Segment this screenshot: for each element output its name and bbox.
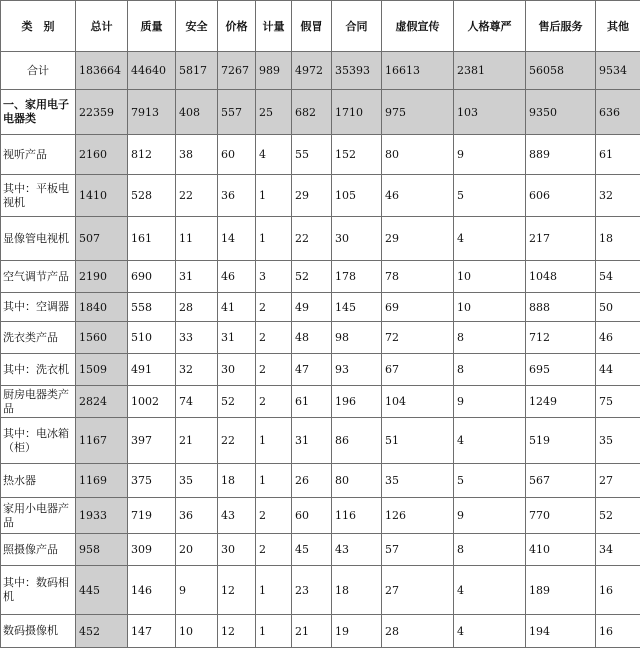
table-cell: 4 — [454, 418, 526, 464]
summary-row — [1, 52, 640, 90]
table-row — [1, 418, 640, 464]
table-cell: 49 — [292, 293, 332, 322]
header-row — [1, 1, 640, 52]
table-cell: 4 — [454, 566, 526, 615]
table-cell: 41 — [218, 293, 256, 322]
column-header: 质量 — [128, 1, 176, 52]
table-row — [1, 498, 640, 534]
table-cell: 719 — [128, 498, 176, 534]
table-cell: 989 — [256, 52, 292, 90]
table-cell: 10 — [454, 293, 526, 322]
table-cell: 770 — [526, 498, 596, 534]
row-label: 其中：洗衣机 — [1, 354, 76, 386]
table-cell: 146 — [128, 566, 176, 615]
table-cell: 2824 — [76, 386, 128, 418]
table-cell: 1 — [256, 175, 292, 217]
table-cell: 1048 — [526, 261, 596, 293]
table-cell: 75 — [596, 386, 640, 418]
table-cell: 34 — [596, 534, 640, 566]
table-cell: 29 — [292, 175, 332, 217]
table-row — [1, 217, 640, 261]
column-header: 类 别 — [1, 1, 76, 52]
table-cell: 7267 — [218, 52, 256, 90]
table-row — [1, 354, 640, 386]
table-cell: 196 — [332, 386, 382, 418]
table-cell: 48 — [292, 322, 332, 354]
table-cell: 690 — [128, 261, 176, 293]
table-cell: 72 — [382, 322, 454, 354]
table-cell: 2190 — [76, 261, 128, 293]
table-cell: 9534 — [596, 52, 640, 90]
column-header: 虚假宣传 — [382, 1, 454, 52]
table-cell: 5 — [454, 175, 526, 217]
table-cell: 1169 — [76, 464, 128, 498]
table-cell: 31 — [176, 261, 218, 293]
table-cell: 189 — [526, 566, 596, 615]
table-cell: 45 — [292, 534, 332, 566]
table-cell: 54 — [596, 261, 640, 293]
table-cell: 36 — [218, 175, 256, 217]
table-row — [1, 135, 640, 175]
table-row — [1, 464, 640, 498]
column-header: 售后服务 — [526, 1, 596, 52]
table-cell: 410 — [526, 534, 596, 566]
table-cell: 2 — [256, 293, 292, 322]
table-cell: 16 — [596, 566, 640, 615]
table-cell: 116 — [332, 498, 382, 534]
table-cell: 510 — [128, 322, 176, 354]
table-cell: 27 — [596, 464, 640, 498]
table-cell: 5 — [454, 464, 526, 498]
table-cell: 33 — [176, 322, 218, 354]
table-cell: 104 — [382, 386, 454, 418]
table-cell: 5817 — [176, 52, 218, 90]
column-header: 总计 — [76, 1, 128, 52]
column-header: 其他 — [596, 1, 640, 52]
table-row — [1, 615, 640, 648]
table-cell: 194 — [526, 615, 596, 648]
table-cell: 1710 — [332, 90, 382, 135]
row-label: 空气调节产品 — [1, 261, 76, 293]
table-cell: 26 — [292, 464, 332, 498]
table-cell: 44 — [596, 354, 640, 386]
table-cell: 1509 — [76, 354, 128, 386]
table-cell: 1410 — [76, 175, 128, 217]
table-cell: 4 — [256, 135, 292, 175]
table-cell: 61 — [596, 135, 640, 175]
table-row — [1, 566, 640, 615]
table-cell: 93 — [332, 354, 382, 386]
table-cell: 1933 — [76, 498, 128, 534]
row-label: 其中：平板电视机 — [1, 175, 76, 217]
table-cell: 30 — [218, 354, 256, 386]
table-cell: 9 — [454, 386, 526, 418]
table-cell: 60 — [218, 135, 256, 175]
table-cell: 28 — [382, 615, 454, 648]
table-cell: 8 — [454, 322, 526, 354]
table-cell: 23 — [292, 566, 332, 615]
table-cell: 35 — [596, 418, 640, 464]
table-cell: 1 — [256, 615, 292, 648]
row-label: 家用小电器产品 — [1, 498, 76, 534]
table-cell: 309 — [128, 534, 176, 566]
table-cell: 18 — [332, 566, 382, 615]
table-cell: 1167 — [76, 418, 128, 464]
table-cell: 18 — [596, 217, 640, 261]
table-cell: 69 — [382, 293, 454, 322]
table-cell: 46 — [382, 175, 454, 217]
table-cell: 958 — [76, 534, 128, 566]
table-cell: 22 — [218, 418, 256, 464]
table-cell: 152 — [332, 135, 382, 175]
table-cell: 22 — [176, 175, 218, 217]
table-cell: 2 — [256, 534, 292, 566]
table-cell: 74 — [176, 386, 218, 418]
table-cell: 61 — [292, 386, 332, 418]
table-cell: 528 — [128, 175, 176, 217]
table-cell: 44640 — [128, 52, 176, 90]
table-cell: 4 — [454, 217, 526, 261]
table-cell: 43 — [332, 534, 382, 566]
table-cell: 606 — [526, 175, 596, 217]
row-label: 其中：电冰箱（柜） — [1, 418, 76, 464]
column-header: 假冒 — [292, 1, 332, 52]
table-cell: 19 — [332, 615, 382, 648]
table-cell: 56058 — [526, 52, 596, 90]
row-label: 热水器 — [1, 464, 76, 498]
row-label: 显像管电视机 — [1, 217, 76, 261]
table-cell: 695 — [526, 354, 596, 386]
table-cell: 558 — [128, 293, 176, 322]
table-cell: 3 — [256, 261, 292, 293]
table-cell: 682 — [292, 90, 332, 135]
category-row — [1, 90, 640, 135]
table-cell: 9 — [176, 566, 218, 615]
table-cell: 28 — [176, 293, 218, 322]
table-cell: 1560 — [76, 322, 128, 354]
table-cell: 812 — [128, 135, 176, 175]
column-header: 价格 — [218, 1, 256, 52]
table-cell: 161 — [128, 217, 176, 261]
table-cell: 2 — [256, 354, 292, 386]
table-cell: 27 — [382, 566, 454, 615]
table-cell: 147 — [128, 615, 176, 648]
table-row — [1, 322, 640, 354]
table-cell: 31 — [218, 322, 256, 354]
table-cell: 2 — [256, 498, 292, 534]
table-row — [1, 386, 640, 418]
table-cell: 46 — [218, 261, 256, 293]
table-cell: 557 — [218, 90, 256, 135]
table-cell: 43 — [218, 498, 256, 534]
column-header: 人格尊严 — [454, 1, 526, 52]
table-cell: 78 — [382, 261, 454, 293]
table-cell: 52 — [292, 261, 332, 293]
table-cell: 12 — [218, 566, 256, 615]
table-cell: 22 — [292, 217, 332, 261]
table-cell: 80 — [332, 464, 382, 498]
table-cell: 86 — [332, 418, 382, 464]
table-row — [1, 175, 640, 217]
table-cell: 507 — [76, 217, 128, 261]
table-cell: 12 — [218, 615, 256, 648]
table-cell: 2 — [256, 386, 292, 418]
table-cell: 16 — [596, 615, 640, 648]
table-cell: 1249 — [526, 386, 596, 418]
table-cell: 4972 — [292, 52, 332, 90]
table-cell: 2160 — [76, 135, 128, 175]
row-label: 数码摄像机 — [1, 615, 76, 648]
table-cell: 408 — [176, 90, 218, 135]
table-cell: 21 — [292, 615, 332, 648]
column-header: 合同 — [332, 1, 382, 52]
table-cell: 1 — [256, 566, 292, 615]
table-cell: 14 — [218, 217, 256, 261]
table-cell: 10 — [454, 261, 526, 293]
table-cell: 35 — [382, 464, 454, 498]
table-cell: 22359 — [76, 90, 128, 135]
row-label: 洗衣类产品 — [1, 322, 76, 354]
table-cell: 2 — [256, 322, 292, 354]
table-cell: 47 — [292, 354, 332, 386]
table-cell: 397 — [128, 418, 176, 464]
table-cell: 51 — [382, 418, 454, 464]
table-cell: 445 — [76, 566, 128, 615]
table-cell: 32 — [176, 354, 218, 386]
table-cell: 32 — [596, 175, 640, 217]
table-cell: 8 — [454, 534, 526, 566]
table-cell: 25 — [256, 90, 292, 135]
table-cell: 10 — [176, 615, 218, 648]
table-cell: 712 — [526, 322, 596, 354]
table-cell: 31 — [292, 418, 332, 464]
table-cell: 16613 — [382, 52, 454, 90]
table-cell: 20 — [176, 534, 218, 566]
table-cell: 103 — [454, 90, 526, 135]
table-cell: 375 — [128, 464, 176, 498]
table-cell: 9350 — [526, 90, 596, 135]
table-cell: 9 — [454, 498, 526, 534]
table-cell: 30 — [218, 534, 256, 566]
table-cell: 491 — [128, 354, 176, 386]
table-row — [1, 261, 640, 293]
row-label: 合计 — [1, 52, 76, 90]
table-cell: 60 — [292, 498, 332, 534]
table-cell: 2381 — [454, 52, 526, 90]
row-label: 照摄像产品 — [1, 534, 76, 566]
table-cell: 217 — [526, 217, 596, 261]
row-label: 一、家用电子电器类 — [1, 90, 76, 135]
table-cell: 888 — [526, 293, 596, 322]
table-cell: 8 — [454, 354, 526, 386]
table-cell: 7913 — [128, 90, 176, 135]
table-cell: 519 — [526, 418, 596, 464]
table-cell: 126 — [382, 498, 454, 534]
table-cell: 145 — [332, 293, 382, 322]
table-cell: 38 — [176, 135, 218, 175]
table-row — [1, 534, 640, 566]
table-cell: 98 — [332, 322, 382, 354]
table-cell: 1 — [256, 217, 292, 261]
column-header: 计量 — [256, 1, 292, 52]
table-cell: 46 — [596, 322, 640, 354]
row-label: 厨房电器类产品 — [1, 386, 76, 418]
table-row — [1, 293, 640, 322]
table-cell: 4 — [454, 615, 526, 648]
table-cell: 50 — [596, 293, 640, 322]
table-cell: 636 — [596, 90, 640, 135]
table-cell: 35 — [176, 464, 218, 498]
table-cell: 105 — [332, 175, 382, 217]
row-label: 其中：数码相机 — [1, 566, 76, 615]
table-cell: 1 — [256, 418, 292, 464]
table-cell: 1002 — [128, 386, 176, 418]
table-cell: 30 — [332, 217, 382, 261]
row-label: 其中：空调器 — [1, 293, 76, 322]
table-cell: 52 — [596, 498, 640, 534]
table-cell: 36 — [176, 498, 218, 534]
table-cell: 21 — [176, 418, 218, 464]
table-cell: 1840 — [76, 293, 128, 322]
table-cell: 11 — [176, 217, 218, 261]
table-cell: 9 — [454, 135, 526, 175]
table-cell: 80 — [382, 135, 454, 175]
table-cell: 57 — [382, 534, 454, 566]
row-label: 视听产品 — [1, 135, 76, 175]
table-cell: 67 — [382, 354, 454, 386]
table-cell: 35393 — [332, 52, 382, 90]
column-header: 安全 — [176, 1, 218, 52]
table-cell: 29 — [382, 217, 454, 261]
table-cell: 178 — [332, 261, 382, 293]
table-cell: 567 — [526, 464, 596, 498]
table-cell: 18 — [218, 464, 256, 498]
table-cell: 52 — [218, 386, 256, 418]
table-cell: 889 — [526, 135, 596, 175]
table-cell: 975 — [382, 90, 454, 135]
table-cell: 1 — [256, 464, 292, 498]
table-cell: 183664 — [76, 52, 128, 90]
table-cell: 452 — [76, 615, 128, 648]
table-cell: 55 — [292, 135, 332, 175]
